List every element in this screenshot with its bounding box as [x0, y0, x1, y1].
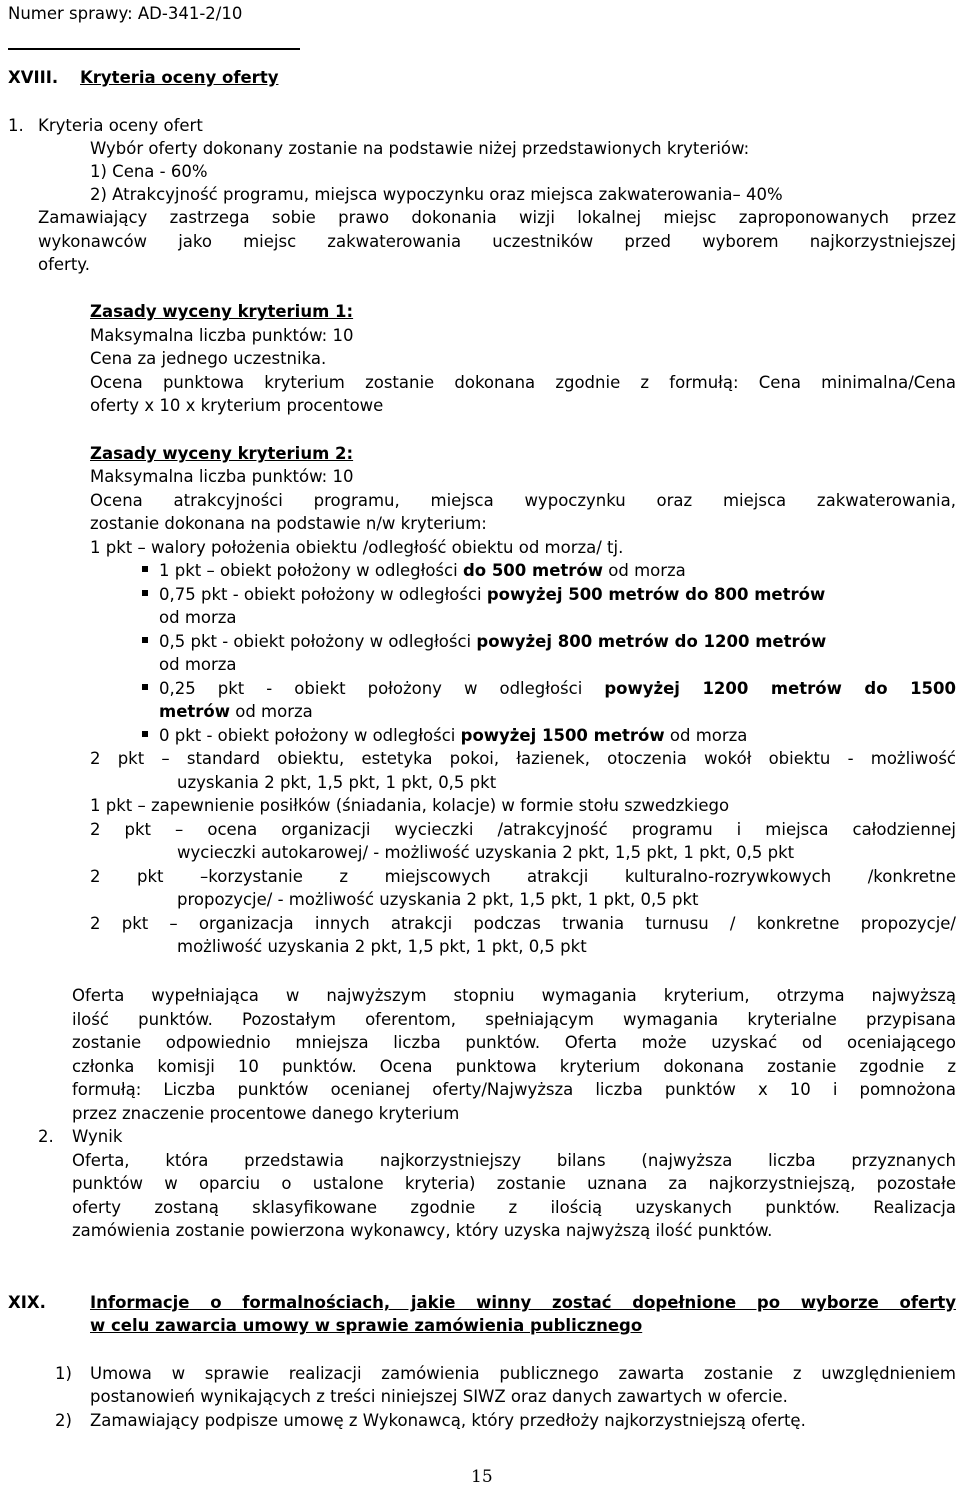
list-item-number: 1) [55, 1364, 72, 1383]
criterion-1-heading: Zasady wyceny kryterium 1: [90, 302, 354, 321]
subcriterion-attractions: 2 pkt –korzystanie z miejscowych atrakcji kulturalno-rozrywkowych /konkretne [90, 867, 956, 886]
subcriterion-other-cont: możliwość uzyskania 2 pkt, 1,5 pkt, 1 pkt, 0,5 pkt [177, 937, 587, 956]
page-number: 15 [471, 1467, 493, 1487]
item-number: 2. [38, 1127, 54, 1146]
bullet-icon [142, 731, 148, 737]
header-rule [8, 48, 300, 50]
list-item-number: 2) [55, 1411, 72, 1430]
bullet-icon [142, 566, 148, 572]
criterion-1-formula: oferty x 10 x kryterium procentowe [90, 396, 384, 415]
distance-option-cont: metrów od morza [159, 702, 313, 721]
criterion-1-price: Cena za jednego uczestnika. [90, 349, 327, 368]
section-title: Informacje o formalnościach, jakie winny zostać dopełnione po wyborze oferty [90, 1293, 956, 1312]
subcriterion-other: 2 pkt – organizacja innych atrakcji podczas trwania turnusu / konkretne propozycje/ [90, 914, 956, 933]
summary-line: zostanie odpowiednio mniejsza liczba punktów. Oferta może uzyskać od oceniającego [72, 1033, 956, 1052]
summary-line: Oferta wypełniająca w najwyższym stopniu wymagania kryterium, otrzyma najwyższą [72, 986, 956, 1005]
distance-option: 0,5 pkt - obiekt położony w odległości powyżej 800 metrów do 1200 metrów [159, 632, 827, 651]
distance-option-cont: od morza [159, 608, 237, 627]
result-line: oferty zostaną sklasyfikowane zgodnie z ilością uzyskanych punktów. Realizacja [72, 1198, 956, 1217]
subcriterion-meals: 1 pkt – zapewnienie posiłków (śniadania, kolacje) w formie stołu szwedzkiego [90, 796, 730, 815]
criterion-2-max: Maksymalna liczba punktów: 10 [90, 467, 354, 486]
criterion-2-heading: Zasady wyceny kryterium 2: [90, 444, 354, 463]
item-title: Wynik [72, 1127, 123, 1146]
subcriterion-excursion-cont: wycieczki autokarowej/ - możliwość uzyskania 2 pkt, 1,5 pkt, 1 pkt, 0,5 pkt [177, 843, 795, 862]
reserve-text-line: Zamawiający zastrzega sobie prawo dokonania wizji lokalnej miejsc zaproponowanych przez [38, 208, 956, 227]
summary-line: przez znaczenie procentowe danego kryterium [72, 1104, 460, 1123]
section-title: w celu zawarcia umowy w sprawie zamówienia publicznego [90, 1316, 643, 1335]
distance-option: 1 pkt – obiekt położony w odległości do 500 metrów od morza [159, 561, 686, 580]
criterion-2: 2) Atrakcyjność programu, miejsca wypoczynku oraz miejsca zakwaterowania– 40% [90, 185, 783, 204]
list-item: Umowa w sprawie realizacji zamówienia publicznego zawarta zostanie z uwzględnieniem [90, 1364, 956, 1383]
criteria-intro: Wybór oferty dokonany zostanie na podstawie niżej przedstawionych kryteriów: [90, 139, 750, 158]
subcriterion-location: 1 pkt – walory położenia obiektu /odległość obiektu od morza/ tj. [90, 538, 624, 557]
distance-option: 0 pkt - obiekt położony w odległości powyżej 1500 metrów od morza [159, 726, 748, 745]
result-line: zamówienia zostanie powierzona wykonawcy, który uzyska najwyższą ilość punktów. [72, 1221, 773, 1240]
subcriterion-excursion: 2 pkt – ocena organizacji wycieczki /atrakcyjność programu i miejsca całodziennej [90, 820, 956, 839]
result-line: punktów w oparciu o ustalone kryteria) zostanie uznana za najkorzystniejszą, pozostałe [72, 1174, 956, 1193]
criterion-1-formula: Ocena punktowa kryterium zostanie dokonana zgodnie z formułą: Cena minimalna/Cena [90, 373, 956, 392]
criterion-2-desc: Ocena atrakcyjności programu, miejsca wypoczynku oraz miejsca zakwaterowania, [90, 491, 956, 510]
result-line: Oferta, która przedstawia najkorzystniejszy bilans (najwyższa liczba przyznanych [72, 1151, 956, 1170]
reserve-text-line: wykonawców jako miejsc zakwaterowania uczestników przed wyborem najkorzystniejszej [38, 232, 956, 251]
subcriterion-standard-cont: uzyskania 2 pkt, 1,5 pkt, 1 pkt, 0,5 pkt [177, 773, 497, 792]
criterion-1: 1) Cena - 60% [90, 162, 208, 181]
distance-option-cont: od morza [159, 655, 237, 674]
item-number: 1. [8, 116, 24, 135]
distance-option: 0,25 pkt - obiekt położony w odległości powyżej 1200 metrów do 1500 [159, 679, 956, 698]
subcriterion-standard: 2 pkt – standard obiektu, estetyka pokoi, łazienek, otoczenia wokół obiektu - możliwość [90, 749, 956, 768]
criterion-2-desc: zostanie dokonana na podstawie n/w kryterium: [90, 514, 487, 533]
bullet-icon [142, 590, 148, 596]
section-title: Kryteria oceny oferty [80, 68, 279, 87]
item-title: Kryteria oceny ofert [38, 116, 203, 135]
case-number: Numer sprawy: AD-341-2/10 [8, 4, 243, 23]
bullet-icon [142, 637, 148, 643]
summary-line: formułą: Liczba punktów ocenianej oferty/Najwyższa liczba punktów x 10 i pomnożona [72, 1080, 956, 1099]
list-item: postanowień wynikających z treści niniejszej SIWZ oraz danych zawartych w ofercie. [90, 1387, 788, 1406]
section-number: XVIII. [8, 68, 59, 87]
list-item: Zamawiający podpisze umowę z Wykonawcą, który przedłoży najkorzystniejszą ofertę. [90, 1411, 806, 1430]
section-number: XIX. [8, 1293, 46, 1312]
distance-option: 0,75 pkt - obiekt położony w odległości powyżej 500 metrów do 800 metrów [159, 585, 826, 604]
summary-line: ilość punktów. Pozostałym oferentom, spełniającym wymagania kryterialne przypisana [72, 1010, 956, 1029]
criterion-1-max: Maksymalna liczba punktów: 10 [90, 326, 354, 345]
bullet-icon [142, 684, 148, 690]
summary-line: członka komisji 10 punktów. Ocena punktowa kryterium dokonana zostanie zgodnie z [72, 1057, 956, 1076]
reserve-text-line: oferty. [38, 255, 90, 274]
subcriterion-attractions-cont: propozycje/ - możliwość uzyskania 2 pkt, 1,5 pkt, 1 pkt, 0,5 pkt [177, 890, 699, 909]
